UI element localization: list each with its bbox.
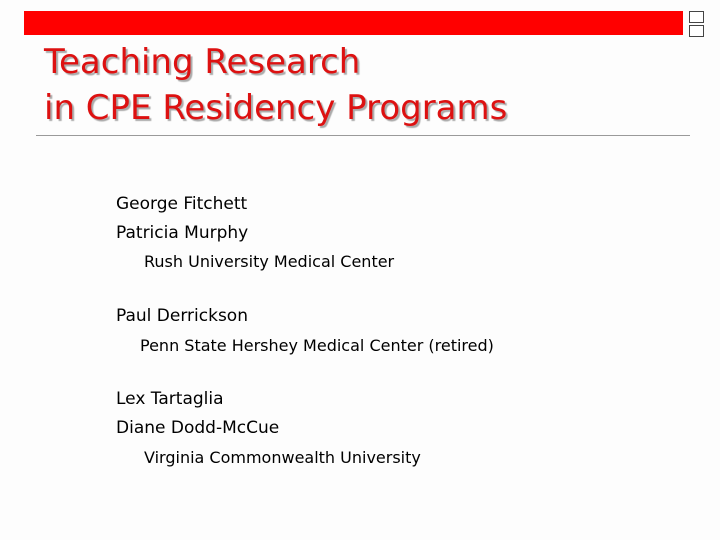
corner-square-top [689, 11, 704, 23]
author-name: Diane Dodd-McCue [116, 418, 280, 438]
author-affiliation: Virginia Commonwealth University [144, 448, 421, 467]
author-name: Lex Tartaglia [116, 389, 224, 409]
title-divider [36, 135, 690, 136]
slide-title [44, 39, 507, 131]
author-name: George Fitchett [116, 194, 248, 214]
author-name: Patricia Murphy [116, 223, 249, 243]
author-affiliation: Rush University Medical Center [144, 252, 395, 271]
title-accent-bar [24, 11, 683, 35]
title-line-1: Teaching Research [44, 42, 361, 82]
author-name: Paul Derrickson [116, 306, 248, 326]
author-affiliation: Penn State Hershey Medical Center (retired) [140, 336, 494, 355]
corner-square-bottom [689, 25, 704, 37]
title-line-2: in CPE Residency Programs [44, 88, 508, 128]
